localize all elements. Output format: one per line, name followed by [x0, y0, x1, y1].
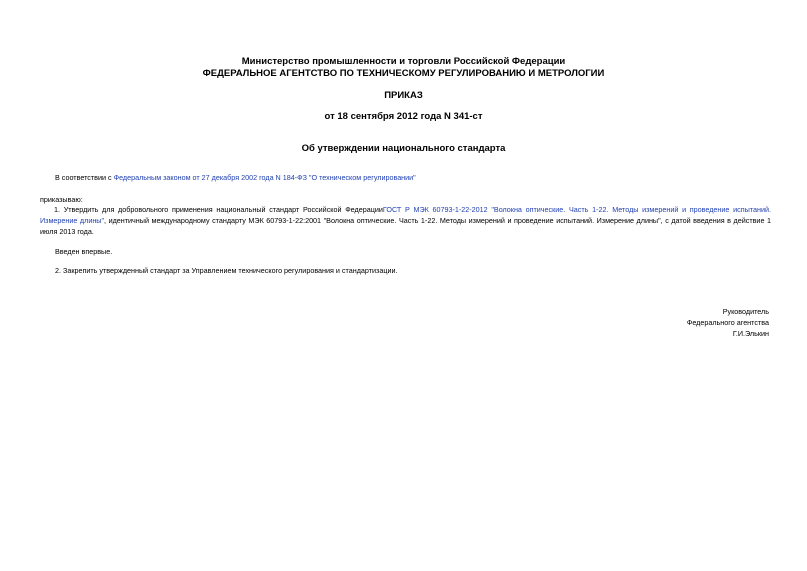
document-date-number: от 18 сентября 2012 года N 341-ст — [324, 111, 483, 122]
basis-prefix: В соответствии с — [55, 173, 114, 182]
signer-position-line2: Федерального агентства — [686, 318, 769, 327]
document-header — [0, 56, 807, 80]
item1-paragraph — [40, 204, 771, 237]
document-subject: Об утверждении национального стандарта — [301, 143, 506, 154]
item1-prefix: 1. Утвердить для добровольного применения национальный стандарт Российской Федерации — [54, 205, 383, 214]
orders-paragraph: приказываю: — [40, 195, 83, 204]
standard-link[interactable]: ГОСТ Р МЭК 60793-1-22-2012 "Волокна оптические. Часть 1-22. Методы измерений и проведение испытаний. Измерение длины" — [40, 205, 771, 225]
item1-suffix: , идентичный международному стандарту МЭК 60793-1-22:2001 "Волокна оптические. Часть 1-22. Методы измерений и проведение испытаний. Измерение длины", с датой введения в действие 1 июля 2013 года. — [40, 216, 771, 236]
signer-name: Г.И.Элькин — [732, 329, 769, 338]
signature-block — [569, 306, 769, 339]
basis-paragraph — [55, 172, 775, 183]
document-type: ПРИКАЗ — [384, 90, 423, 101]
introduced-note: Введен впервые. — [55, 247, 113, 256]
federal-law-link[interactable]: Федеральным законом от 27 декабря 2002 года N 184-ФЗ "О техническом регулировании" — [113, 173, 416, 182]
ministry-name: Министерство промышленности и торговли Российской Федерации — [241, 56, 566, 67]
signer-position-line1: Руководитель — [722, 307, 769, 316]
item2-paragraph: 2. Закрепить утвержденный стандарт за Управлением технического регулирования и стандартизации. — [55, 266, 398, 275]
agency-name: ФЕДЕРАЛЬНОЕ АГЕНТСТВО ПО ТЕХНИЧЕСКОМУ РЕГУЛИРОВАНИЮ И МЕТРОЛОГИИ — [202, 68, 605, 79]
